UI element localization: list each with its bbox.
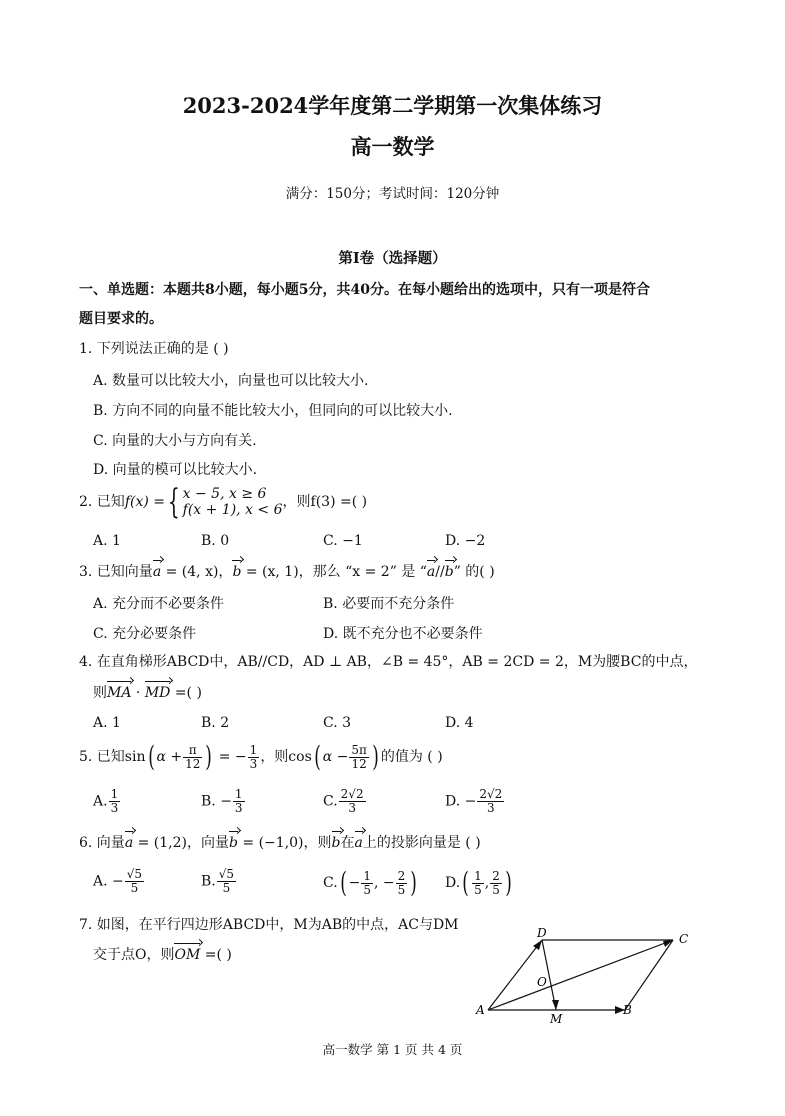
question-5-option-c bbox=[323, 788, 367, 815]
q5-opt-a-num: 1 bbox=[110, 787, 119, 801]
q5-frac2-num: 1 bbox=[249, 742, 258, 757]
q6-opt-c-lparen: ( bbox=[339, 866, 347, 899]
question-5-option-d bbox=[445, 788, 505, 815]
q5-frac1-num: π bbox=[183, 744, 202, 758]
question-3-option-d: D. 既不充分也不必要条件 bbox=[323, 626, 483, 642]
q5-opt-c-frac bbox=[339, 788, 366, 815]
q5-frac-5pi-12 bbox=[349, 744, 369, 771]
question-5-option-a bbox=[93, 788, 121, 815]
question-4-stem-line1: 4. 在直角梯形ABCD中，AB//CD，AD ⊥ AB，∠B = 45°，AB = 2CD = 2，M为腰BC的中点， bbox=[79, 654, 698, 670]
q5-eq: = − bbox=[214, 749, 247, 765]
q6-opt-b-num: √5 bbox=[218, 867, 235, 881]
q5-frac3-den: 12 bbox=[351, 756, 367, 771]
vector-a-2: a bbox=[426, 564, 436, 580]
q2-fx: f(x) = bbox=[124, 494, 165, 510]
q6-opt-d-num1: 1 bbox=[474, 868, 482, 883]
question-2-option-a: A. 1 bbox=[93, 533, 121, 549]
q6-text-4: 在 bbox=[340, 835, 355, 851]
q5-lparen-2: ( bbox=[313, 740, 321, 773]
q5-opt-c-den: 3 bbox=[348, 801, 356, 815]
q3-text-3: = (x, 1)，那么 “x = 2” 是 “ bbox=[241, 564, 427, 580]
q5-opt-d-num: 2√2 bbox=[479, 787, 503, 801]
label-c: C bbox=[679, 932, 689, 946]
q5-opt-c-label: C. bbox=[323, 793, 338, 810]
q2-case-1: x − 5, x ≥ 6 bbox=[182, 486, 267, 502]
q5-opt-b-num: 1 bbox=[234, 787, 243, 801]
q5-opt-d-frac bbox=[477, 788, 504, 815]
q6-text-2: = (1,2)，向量 bbox=[133, 835, 229, 851]
q6-opt-d-frac1 bbox=[472, 870, 484, 897]
question-6-stem bbox=[79, 834, 481, 852]
q6-opt-c-num1: 1 bbox=[363, 868, 371, 883]
q6-opt-c-rparen: ) bbox=[410, 866, 418, 899]
q5-opt-a-label: A. bbox=[93, 793, 108, 810]
q5-frac1-den: 12 bbox=[185, 756, 201, 771]
question-1-stem: 1. 下列说法正确的是 ( ) bbox=[79, 341, 229, 357]
page-footer: 高一数学 第 1 页 共 4 页 bbox=[322, 1042, 463, 1057]
question-3-option-b: B. 必要而不充分条件 bbox=[323, 596, 455, 612]
question-7-stem-line2 bbox=[93, 946, 232, 964]
question-1-option-b: B. 方向不同的向量不能比较大小，但同向的可以比较大小. bbox=[93, 403, 453, 419]
q6-text-3: = (−1,0)，则 bbox=[237, 835, 332, 851]
q6-vector-b: b bbox=[229, 835, 238, 851]
q2-suffix: ，则f(3) =( ) bbox=[282, 494, 368, 510]
question-2-option-c: C. −1 bbox=[323, 533, 363, 549]
q6-opt-b-den: 5 bbox=[222, 881, 231, 895]
section-instructions-line1: 一、单选题：本题共8小题，每小题5分，共40分。在每小题给出的选项中，只有一项是符合 bbox=[79, 282, 650, 298]
label-m: M bbox=[550, 1012, 563, 1025]
question-4-stem-line2 bbox=[93, 684, 202, 702]
q5-rparen: ) bbox=[205, 740, 213, 773]
question-2-option-b: B. 0 bbox=[201, 533, 230, 549]
q7-text-1: 交于点O，则 bbox=[93, 947, 175, 963]
q5-opt-a-den: 3 bbox=[110, 801, 119, 815]
vector-om: OM bbox=[174, 947, 201, 963]
vector-a: a bbox=[152, 564, 162, 580]
q6-opt-d-frac2 bbox=[490, 870, 502, 897]
q6-vector-a: a bbox=[124, 835, 134, 851]
vector-b: b bbox=[232, 564, 242, 580]
q6-opt-b-label: B. bbox=[201, 873, 216, 890]
q3-parallel: // bbox=[435, 564, 445, 580]
question-1-option-d: D. 向量的模可以比较大小. bbox=[93, 462, 258, 478]
q6-opt-a-label: A. − bbox=[93, 873, 124, 890]
q6-opt-a-den: 5 bbox=[130, 881, 139, 895]
q5-opt-b-den: 3 bbox=[234, 801, 243, 815]
q3-text-1: 3. 已知向量 bbox=[79, 564, 153, 580]
q4-text-1: 则 bbox=[93, 685, 107, 701]
q6-opt-c-num2: 2 bbox=[397, 868, 406, 883]
q5-frac3-num: 5π bbox=[351, 742, 367, 757]
q4-text-2: =( ) bbox=[170, 685, 202, 701]
question-2-stem bbox=[79, 482, 368, 522]
segment-bc bbox=[625, 940, 673, 1010]
q5-frac-pi-12 bbox=[183, 744, 202, 771]
q6-opt-c-den2: 5 bbox=[397, 882, 406, 897]
q6-opt-c-frac2 bbox=[396, 870, 408, 897]
question-4-option-d: D. 4 bbox=[445, 715, 474, 731]
q3-text-2: = (4, x)， bbox=[161, 564, 233, 580]
q3-text-5: ” 的( ) bbox=[453, 564, 495, 580]
question-3-option-c: C. 充分必要条件 bbox=[93, 626, 197, 642]
q6-text-1: 6. 向量 bbox=[79, 835, 125, 851]
q6-vector-a-2: a bbox=[354, 835, 363, 851]
q5-text-3: 的值为 ( ) bbox=[380, 749, 443, 765]
q5-rparen-2: ) bbox=[372, 740, 379, 773]
question-4-option-a: A. 1 bbox=[93, 715, 121, 731]
question-4-option-b: B. 2 bbox=[201, 715, 230, 731]
q5-opt-d-label: D. − bbox=[445, 793, 477, 810]
question-6-option-b bbox=[201, 868, 237, 895]
q2-cases bbox=[183, 486, 283, 518]
question-4-option-c: C. 3 bbox=[323, 715, 352, 731]
q6-opt-b-frac bbox=[217, 868, 236, 895]
arrow-m bbox=[552, 1000, 559, 1010]
q6-opt-d-rparen: ) bbox=[505, 866, 512, 899]
q2-brace: { bbox=[167, 482, 180, 522]
q5-opt-d-den: 3 bbox=[487, 801, 495, 815]
q2-case-2: f(x + 1), x < 6 bbox=[182, 502, 283, 518]
question-6-option-a bbox=[93, 868, 145, 895]
question-5-stem bbox=[79, 742, 443, 772]
q6-opt-d-num2: 2 bbox=[492, 868, 500, 883]
question-6-option-c: C.( − $\frac{1}{5}$ , − $\frac{2}{5}$ ) bbox=[323, 866, 418, 899]
q2-prefix: 2. 已知 bbox=[79, 494, 125, 510]
q4-dot: · bbox=[131, 685, 145, 701]
question-1-option-c: C. 向量的大小与方向有关. bbox=[93, 433, 257, 449]
q5-opt-c-num: 2√2 bbox=[340, 787, 364, 801]
question-6-option-d: D.( $\frac{1}{5}$ , $\frac{2}{5}$ ) bbox=[445, 866, 512, 899]
q5-text-2: ，则cos bbox=[260, 749, 312, 765]
label-a: A bbox=[476, 1003, 485, 1017]
q6-opt-a-num: √5 bbox=[126, 867, 143, 881]
q6-opt-a-frac bbox=[125, 868, 144, 895]
label-o: O bbox=[537, 975, 547, 989]
q6-opt-c-den1: 5 bbox=[363, 882, 371, 897]
arrow-c bbox=[663, 940, 673, 947]
question-1-option-a: A. 数量可以比较大小，向量也可以比较大小. bbox=[93, 373, 369, 389]
q6-vector-b-2: b bbox=[331, 835, 341, 851]
q6-opt-d-lparen: ( bbox=[462, 866, 469, 899]
q7-text-2: =( ) bbox=[200, 947, 232, 963]
q5-arg1: α + bbox=[156, 749, 183, 765]
vector-md: MD bbox=[144, 685, 171, 701]
vector-ma: MA bbox=[107, 685, 132, 701]
volume-heading: 第Ⅰ卷（选择题） bbox=[338, 250, 447, 267]
q6-opt-c-label: C. bbox=[323, 875, 338, 891]
q6-text-5: 上的投影向量是 ( ) bbox=[362, 835, 481, 851]
q6-opt-c-frac1 bbox=[361, 870, 373, 897]
q5-text-1: 5. 已知sin bbox=[79, 749, 146, 765]
question-7-stem-line1: 7. 如图，在平行四边形ABCD中，M为AB的中点，AC与DM bbox=[79, 917, 459, 933]
vector-b-2: b bbox=[444, 564, 454, 580]
parallelogram-figure bbox=[470, 925, 700, 1025]
q5-opt-b-frac bbox=[233, 788, 245, 815]
q5-lparen: ( bbox=[147, 740, 155, 773]
label-d: D bbox=[537, 926, 547, 940]
question-2-option-d: D. −2 bbox=[445, 533, 486, 549]
exam-info: 满分：150分；考试时间：120分钟 bbox=[285, 186, 500, 202]
q5-frac-1-3 bbox=[248, 744, 260, 771]
q6-opt-d-label: D. bbox=[445, 875, 461, 891]
section-instructions-line2: 题目要求的。 bbox=[79, 311, 163, 327]
question-3-stem bbox=[79, 563, 495, 581]
exam-title: 2023-2024学年度第二学期第一次集体练习 bbox=[182, 93, 603, 118]
q6-opt-d-den1: 5 bbox=[474, 882, 482, 897]
question-5-option-b bbox=[201, 788, 246, 815]
q6-opt-d-den2: 5 bbox=[492, 882, 500, 897]
subject-title: 高一数学 bbox=[350, 134, 435, 159]
q5-arg2: α − bbox=[322, 749, 349, 765]
q5-frac2-den: 3 bbox=[249, 756, 258, 771]
q5-opt-a-frac bbox=[109, 788, 121, 815]
label-b: B bbox=[623, 1003, 632, 1017]
arrow-d bbox=[533, 940, 542, 950]
question-3-option-a: A. 充分而不必要条件 bbox=[93, 596, 225, 612]
q5-opt-b-label: B. − bbox=[201, 793, 232, 810]
